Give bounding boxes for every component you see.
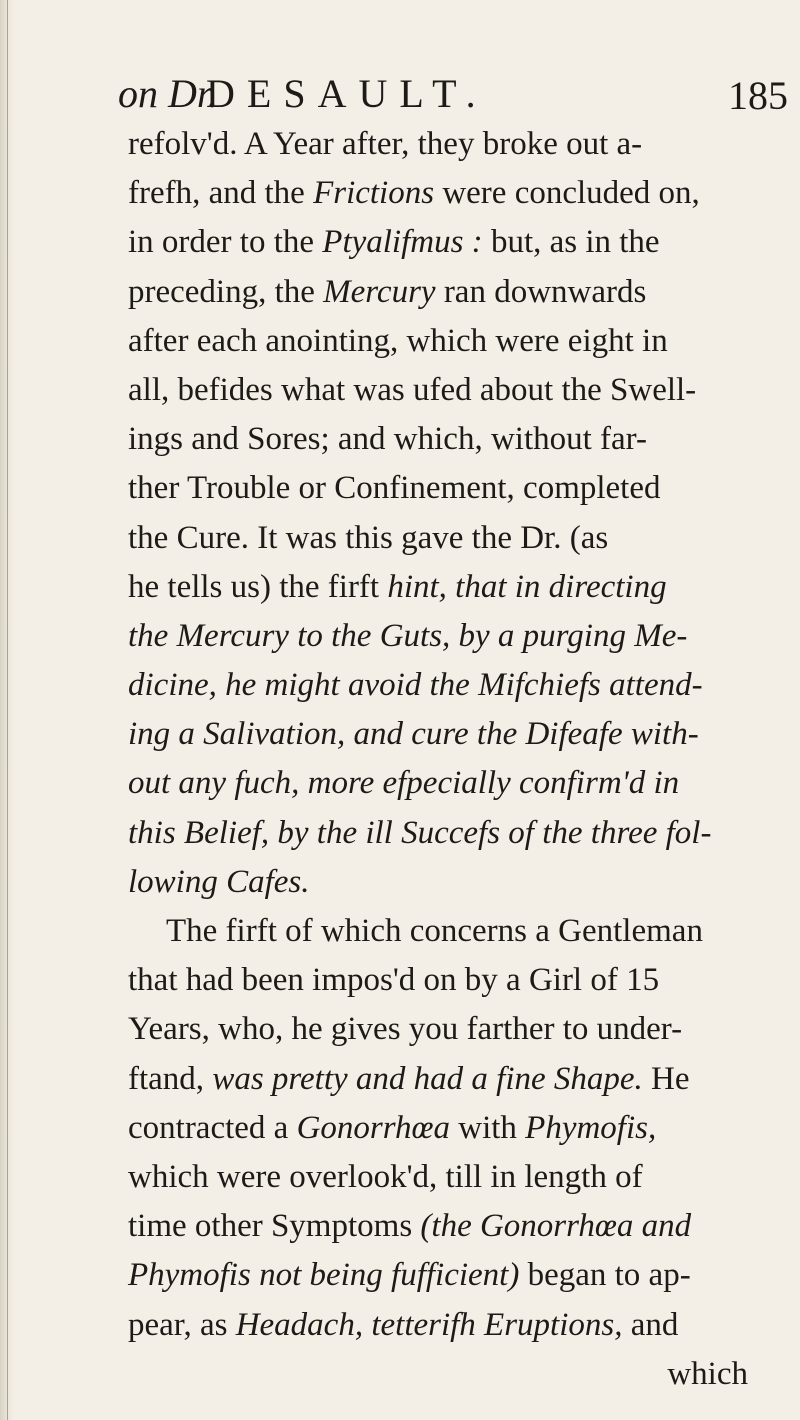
italic-text-run: this Belief, by the ill Succefs of the three fol-: [128, 814, 712, 851]
text-line: [128, 710, 748, 759]
italic-text-run: dicine, he might avoid the Mifchiefs attend-: [128, 667, 703, 704]
italic-text-run: Frictions: [313, 175, 435, 212]
text-run: ther Trouble or Confinement, completed: [128, 470, 661, 507]
text-line: [128, 366, 748, 415]
text-run: the Cure. It was this gave the Dr. (as: [128, 519, 609, 556]
italic-text-run: out any fuch, more efpecially confirm'd in: [128, 765, 680, 802]
italic-text-run: Phymofis,: [525, 1109, 657, 1146]
italic-text-run: lowing Cafes.: [128, 863, 310, 900]
text-line: [128, 1202, 748, 1251]
text-line: [128, 464, 748, 513]
text-line: [128, 514, 748, 563]
text-run: Years, who, he gives you farther to under-: [128, 1011, 683, 1048]
italic-text-run: Gonorrhœa: [296, 1109, 450, 1146]
page-number: 185: [728, 73, 788, 118]
text-line: [128, 1005, 748, 1054]
text-line: [128, 218, 748, 267]
italic-text-run: Headach, tetterifh Eruptions,: [235, 1306, 623, 1343]
italic-text-run: the Mercury to the Guts, by a purging Me-: [128, 617, 688, 654]
text-line: [128, 1301, 748, 1350]
header-prefix: on Dr.: [118, 71, 219, 116]
text-run: he tells us) the firft: [128, 568, 388, 605]
italic-text-run: Phymofis not being fufficient): [128, 1257, 520, 1294]
text-run: He: [642, 1060, 690, 1097]
text-line: [128, 759, 748, 808]
italic-text-run: hint, that in directing: [387, 568, 667, 605]
text-run: preceding, the: [128, 273, 324, 310]
text-run: pear, as: [128, 1306, 236, 1343]
text-line: [128, 1055, 748, 1104]
text-line: [128, 858, 748, 907]
text-run: all, befides what was ufed about the Swell-: [128, 371, 697, 408]
text-line: [128, 1350, 748, 1399]
italic-text-run: Mercury: [323, 273, 436, 310]
text-run: were concluded on,: [434, 175, 700, 212]
header-title: DESAULT.: [206, 71, 488, 116]
text-run: but, as in the: [482, 224, 660, 261]
text-line: [128, 317, 748, 366]
text-run: after each anointing, which were eight in: [128, 322, 668, 359]
text-line: [128, 612, 748, 661]
text-line: [128, 1104, 748, 1153]
text-line: [128, 415, 748, 464]
text-line: [128, 1251, 748, 1300]
text-line: [128, 661, 748, 710]
text-run: and: [622, 1306, 679, 1343]
text-line: [128, 120, 748, 169]
text-run: in order to the: [128, 224, 323, 261]
text-run: contracted a: [128, 1109, 297, 1146]
text-line: [128, 169, 748, 218]
italic-text-run: (the Gonorrhœa and: [420, 1208, 692, 1245]
italic-text-run: Ptyalifmus :: [322, 224, 483, 261]
text-run: frefh, and the: [128, 175, 314, 212]
text-run: ings and Sores; and which, without far-: [128, 421, 647, 458]
page-edge: [0, 0, 14, 1420]
text-run: ran downwards: [435, 273, 647, 310]
text-line: [128, 1153, 748, 1202]
running-header: [118, 66, 788, 126]
text-run: began to ap-: [519, 1257, 691, 1294]
italic-text-run: ing a Salivation, and cure the Difeafe with-: [128, 716, 699, 753]
text-run: ftand,: [128, 1060, 213, 1097]
italic-text-run: was pretty and had a fine Shape.: [212, 1060, 643, 1097]
text-run: with: [450, 1109, 526, 1146]
text-line: [128, 268, 748, 317]
text-run: that had been impos'd on by a Girl of 15: [128, 962, 660, 999]
text-line: [128, 907, 748, 956]
text-line: [128, 563, 748, 612]
text-line: [128, 809, 748, 858]
text-run: which were overlook'd, till in length of: [128, 1158, 643, 1195]
text-run: time other Symptoms: [128, 1208, 421, 1245]
page-body-text: [128, 120, 748, 1399]
text-run: which: [667, 1355, 748, 1392]
text-line: [128, 956, 748, 1005]
text-run: The firft of which concerns a Gentleman: [166, 913, 703, 949]
text-run: refolv'd. A Year after, they broke out a-: [128, 126, 643, 162]
